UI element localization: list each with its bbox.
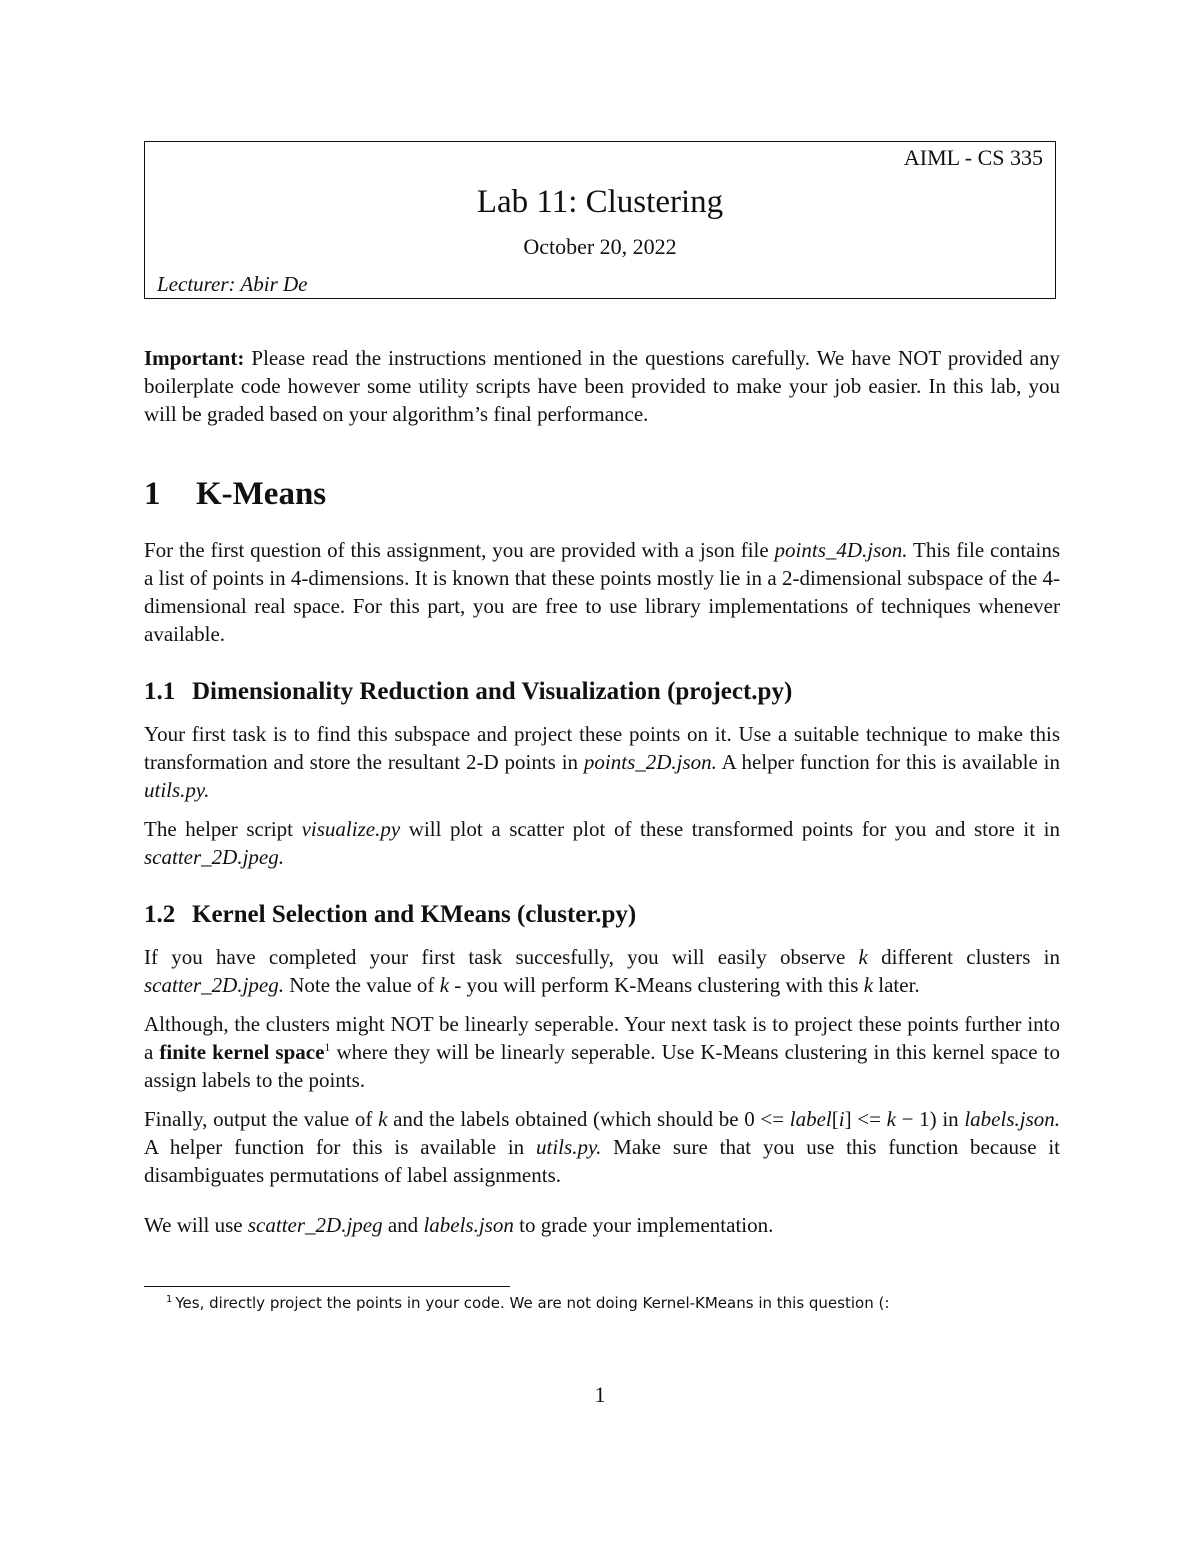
paragraph: [144, 720, 1060, 804]
text-run: and the labels obtained (which should be 0 <=: [387, 1107, 790, 1131]
text-run: to grade your implementation.: [513, 1213, 774, 1237]
paragraph: [144, 1010, 1060, 1094]
subsection-heading-dimensionality: [144, 676, 1060, 708]
important-text: Please read the instructions mentioned in the questions carefully. We have NOT provided any boilerplate code however some utility scripts have been provided to make your job easier. In this lab, you will be graded based on your algorithm’s final performance.: [144, 346, 1060, 426]
math-k: k: [886, 1107, 896, 1131]
paragraph: [144, 943, 1060, 999]
text-run: For the first question of this assignment, you are provided with a json file: [144, 538, 775, 562]
text-run: A helper function for this is available in: [716, 750, 1060, 774]
text-run: Note the value of: [283, 973, 440, 997]
lab-header-box: [144, 141, 1056, 299]
text-run: Although, the clusters might NOT be linearly seperable. Your next task is to project these points further into a: [144, 1012, 1060, 1064]
text-run: Your first task is to find this subspace and project these points on it. Use a suitable technique to make this transformation and store the resultant 2-D points in: [144, 722, 1060, 774]
important-label: Important:: [144, 346, 245, 370]
text-run: The helper script: [144, 817, 302, 841]
bold-term: finite kernel space: [159, 1040, 325, 1064]
filename: labels.json: [423, 1213, 514, 1237]
text-run: ] <=: [844, 1107, 887, 1131]
subsection-title: Dimensionality Reduction and Visualization (project.py): [192, 678, 793, 705]
text-run: Finally, output the value of: [144, 1107, 379, 1131]
filename: scatter_2D.jpeg.: [144, 973, 284, 997]
footnote-text: Yes, directly project the points in your code. We are not doing Kernel-KMeans in this question (:: [175, 1294, 890, 1312]
filename: labels.json.: [964, 1107, 1060, 1131]
footnote-marker: 1: [166, 1294, 173, 1305]
section-title: K-Means: [196, 476, 327, 512]
footnote: [166, 1293, 889, 1313]
text-run: A helper function for this is available in: [144, 1135, 537, 1159]
course-code: AIML - CS 335: [903, 145, 1043, 170]
filename: points_4D.json.: [774, 538, 908, 562]
paragraph: [144, 1211, 1060, 1239]
subsection-title: Kernel Selection and KMeans (cluster.py): [192, 901, 637, 928]
filename: visualize.py: [301, 817, 401, 841]
text-run: different clusters in: [867, 945, 1060, 969]
math-k: k: [863, 973, 874, 997]
footnote-ref: 1: [324, 1040, 331, 1054]
math-label: label: [789, 1107, 832, 1131]
footnote-divider: [144, 1286, 510, 1287]
section-number: 1: [144, 476, 161, 512]
subsection-number: 1.1: [144, 678, 176, 705]
text-run: [: [831, 1107, 839, 1131]
text-run: where they will be linearly seperable. Use K-Means clustering in this kernel space to assign labels to the points.: [144, 1040, 1060, 1092]
text-run: − 1) in: [895, 1107, 965, 1131]
page-number: 1: [594, 1382, 606, 1407]
text-run: and: [382, 1213, 424, 1237]
math-i: i: [838, 1107, 845, 1131]
document-body: [144, 344, 1060, 1252]
important-note: [144, 344, 1060, 428]
section-heading-kmeans: [144, 474, 1060, 514]
lab-title: Lab 11: Clustering: [476, 184, 724, 220]
text-run: will plot a scatter plot of these transformed points for you and store it in: [400, 817, 1061, 841]
math-k: k: [439, 973, 450, 997]
filename: utils.py.: [144, 778, 210, 802]
lecturer: Lecturer: Abir De: [157, 272, 308, 296]
text-run: We will use: [144, 1213, 248, 1237]
lab-date: October 20, 2022: [523, 234, 677, 259]
subsection-heading-kernel: [144, 899, 1060, 931]
text-run: later.: [873, 973, 920, 997]
paragraph: [144, 815, 1060, 871]
filename: scatter_2D.jpeg.: [144, 845, 284, 869]
text-run: - you will perform K-Means clustering with this: [449, 973, 864, 997]
filename: points_2D.json.: [583, 750, 717, 774]
math-k: k: [378, 1107, 388, 1131]
paragraph: [144, 1105, 1060, 1189]
filename: utils.py.: [536, 1135, 602, 1159]
math-k: k: [858, 945, 868, 969]
text-run: Make sure that you use this function because it disambiguates permutations of label assignments.: [144, 1135, 1061, 1187]
filename: scatter_2D.jpeg: [247, 1213, 383, 1237]
section-intro-paragraph: [144, 536, 1060, 648]
subsection-number: 1.2: [144, 901, 176, 928]
text-run: This file contains a list of points in 4-dimensions. It is known that these points mostly lie in a 2-dimensional subspace of the 4-dimensional real space. For this part, you are free to use library implementations of techniques whenever available.: [144, 538, 1060, 646]
text-run: If you have completed your first task succesfully, you will easily observe: [144, 945, 859, 969]
